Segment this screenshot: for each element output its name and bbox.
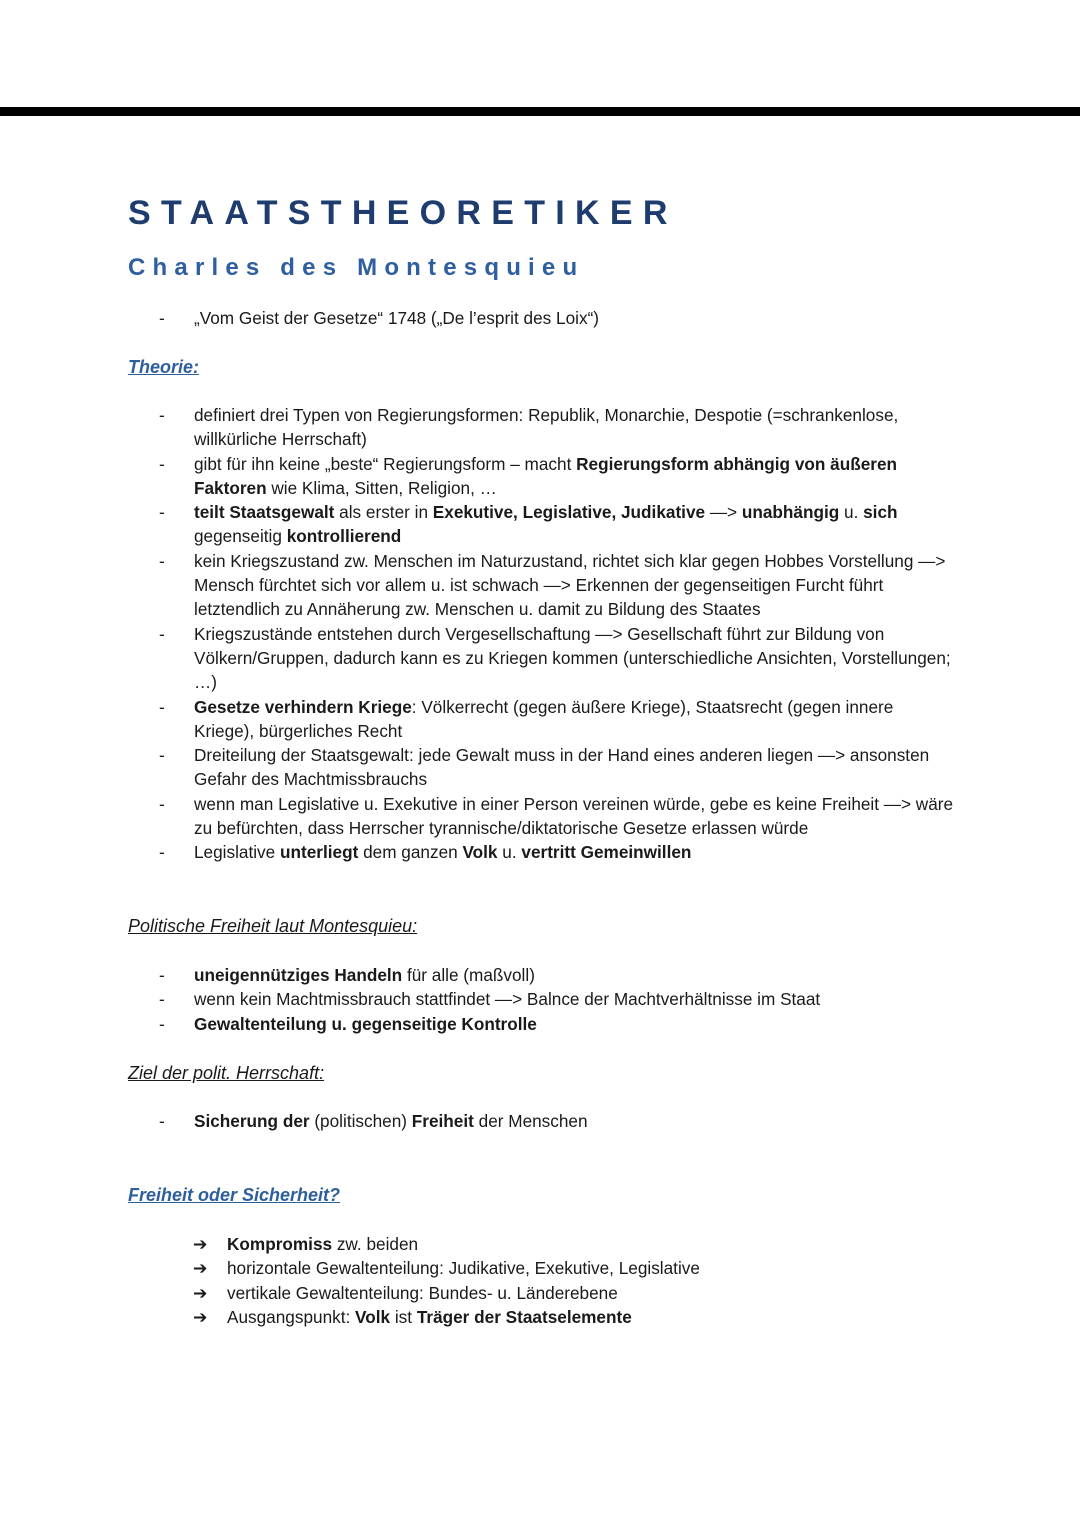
bold-text: Sicherung der	[194, 1111, 310, 1131]
bold-text: unterliegt	[280, 842, 359, 863]
page-title: STAATSTHEORETIKER	[128, 194, 678, 232]
text-segment: definiert drei Typen von Regierungsformen: Republik, Monarchie, Despotie (=schrankenlose, willkürliche Herrschaft)	[194, 405, 899, 450]
list-item	[0, 1256, 700, 1280]
bold-text: Gesetze verhindern Kriege	[194, 696, 412, 717]
bold-text: Regierungsform abhängig von äußeren Faktoren	[194, 453, 898, 498]
list-item	[0, 1281, 700, 1305]
list-item	[0, 403, 958, 452]
text-segment: vertikale Gewaltenteilung: Bundes- u. Länderebene	[227, 1282, 618, 1303]
work-list	[0, 306, 1000, 330]
top-rule	[0, 107, 1080, 116]
list-item	[0, 1109, 958, 1133]
bold-text: Träger der Staatselemente	[416, 1306, 632, 1327]
dash-bullet: -	[159, 550, 165, 571]
text-segment: horizontale Gewaltenteilung: Judikative, Exekutive, Legislative	[227, 1258, 700, 1279]
section-heading-goal: Ziel der polit. Herrschaft:	[128, 1063, 325, 1083]
text-segment: für alle (maßvoll)	[402, 965, 535, 985]
section-heading-question: Freiheit oder Sicherheit?	[128, 1185, 341, 1205]
text-segment: als erster in	[334, 502, 433, 523]
text-segment: Legislative	[194, 842, 280, 863]
text-segment: —>	[705, 502, 742, 523]
text-segment: : Völkerrecht (gegen äußere Kriege), Staatsrecht (gegen innere Kriege), bürgerliches Recht	[194, 696, 894, 741]
text-segment: der Menschen	[473, 1111, 588, 1131]
freedom-list	[0, 963, 1000, 1036]
arrow-right-icon: ➔	[193, 1306, 208, 1327]
text-segment: Kriegszustände entstehen durch Vergesellschaftung —> Gesellschaft führt zur Bildung von Völkern/Gruppen, dadurch kann es zu Kriegen kommen (unterschiedliche Ansichten, Vorstellungen; …)	[194, 623, 951, 693]
text-segment: wenn kein Machtmissbrauch stattfindet —> Balnce der Machtverhältnisse im Staat	[194, 989, 821, 1010]
text-segment: (politischen)	[309, 1111, 412, 1131]
text-segment: ist	[390, 1306, 417, 1327]
list-item	[0, 622, 958, 695]
theory-list	[0, 403, 1000, 865]
bold-text: Exekutive, Legislative, Judikative	[432, 502, 706, 523]
text-segment: u.	[497, 842, 522, 863]
list-item	[0, 1305, 700, 1329]
bold-text: teilt Staatsgewalt	[194, 502, 335, 523]
bold-text: uneigennütziges Handeln	[194, 965, 403, 985]
dash-bullet: -	[159, 502, 165, 523]
text-segment: wenn man Legislative u. Exekutive in einer Person vereinen würde, gebe es keine Freiheit —> wäre zu befürchten, dass Herrscher tyrannische/diktatorische Gesetze erlassen würde	[194, 793, 954, 839]
dash-bullet: -	[159, 965, 165, 985]
list-item	[0, 1012, 958, 1036]
list-item	[0, 840, 958, 864]
dash-bullet: -	[159, 623, 165, 644]
arrow-right-icon: ➔	[193, 1234, 208, 1254]
arrow-right-icon: ➔	[193, 1258, 208, 1279]
dash-bullet: -	[159, 1111, 165, 1131]
dash-bullet: -	[159, 745, 165, 766]
bold-text: Kompromiss	[227, 1234, 333, 1254]
dash-bullet: -	[159, 405, 165, 425]
bold-text: Volk	[355, 1306, 391, 1327]
text-segment: zw. beiden	[332, 1234, 419, 1254]
section-heading-freedom: Politische Freiheit laut Montesquieu:	[128, 916, 418, 936]
bold-text: kontrollierend	[286, 526, 402, 547]
dash-bullet: -	[159, 1013, 165, 1034]
bold-text: sich	[863, 502, 898, 523]
section-heading-theory: Theorie:	[128, 357, 200, 377]
text-segment: dem ganzen	[358, 842, 463, 863]
list-item	[0, 452, 958, 501]
bold-text: Volk	[462, 842, 498, 863]
bold-text: Freiheit	[411, 1111, 474, 1131]
bold-text: unabhängig	[741, 502, 840, 523]
bold-text: vertritt Gemeinwillen	[521, 842, 692, 863]
text-segment: wie Klima, Sitten, Religion, …	[266, 477, 497, 498]
text-segment: Ausgangspunkt:	[227, 1306, 356, 1327]
list-item	[0, 549, 958, 622]
list-item	[0, 500, 958, 549]
arrow-right-icon: ➔	[193, 1282, 208, 1303]
work-title: „Vom Geist der Gesetze“ 1748 („De l’esprit des Loix“)	[194, 308, 600, 328]
list-item	[0, 695, 958, 744]
list-item	[0, 987, 958, 1011]
list-item	[0, 1232, 700, 1256]
text-segment: gibt für ihn keine „beste“ Regierungsform – macht	[194, 453, 577, 474]
dash-bullet: -	[159, 793, 165, 814]
list-item	[0, 792, 958, 841]
text-segment: gegenseitig	[194, 526, 287, 547]
bold-text: Gewaltenteilung u. gegenseitige Kontrolle	[194, 1013, 537, 1034]
dash-bullet: -	[159, 308, 165, 328]
dash-bullet: -	[159, 842, 165, 863]
text-segment: Dreiteilung der Staatsgewalt: jede Gewalt muss in der Hand eines anderen liegen —> ansonsten Gefahr des Machtmissbrauchs	[194, 745, 930, 790]
text-segment: u.	[839, 502, 864, 523]
list-item	[0, 743, 958, 792]
dash-bullet: -	[159, 989, 165, 1010]
page-subtitle: Charles des Montesquieu	[128, 254, 585, 281]
text-segment: kein Kriegszustand zw. Menschen im Naturzustand, richtet sich klar gegen Hobbes Vorstellung —> Mensch fürchtet sich vor allem u. ist schwach —> Erkennen der gegenseitigen Furcht führt letztendlich zu Annäherung zw. Menschen u. damit zu Bildung des Staates	[194, 550, 946, 620]
list-item	[0, 963, 958, 987]
dash-bullet: -	[159, 696, 165, 717]
question-list	[0, 1232, 700, 1329]
dash-bullet: -	[159, 453, 165, 474]
goal-list	[0, 1109, 1000, 1133]
list-item	[0, 306, 958, 330]
